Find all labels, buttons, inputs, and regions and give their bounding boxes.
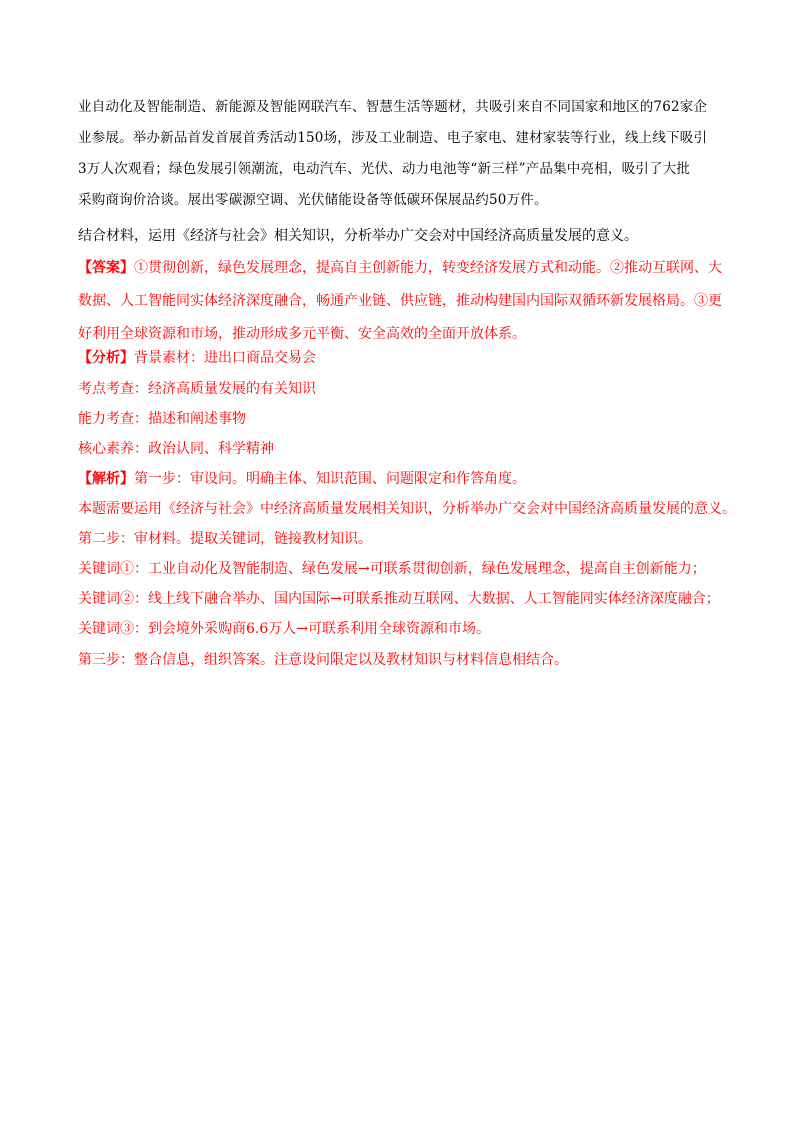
analysis-topic: 考点考查：经济高质量发展的有关知识: [78, 381, 316, 397]
answer-block: [78, 252, 738, 351]
analysis-background-text: 背景素材：进出口商品交易会: [134, 350, 316, 366]
explanation-keyword2: 关键词②：线上线下融合举办、国内国际→可联系推动互联网、大数据、人工智能同实体经济深度融合；: [78, 591, 720, 607]
explanation-step3: 第三步：整合信息，组织答案。注意设问限定以及教材知识与材料信息相结合。: [78, 652, 568, 668]
explanation-step1-detail: 本题需要运用《经济与社会》中经济高质量发展相关知识，分析举办广交会对中国经济高质量发展的意义。: [78, 501, 736, 517]
analysis-literacy: 核心素养：政治认同、科学精神: [78, 441, 274, 457]
answer-text-1: ①贯彻创新，绿色发展理念，提高自主创新能力，转变经济发展方式和动能。②推动互联网、大: [134, 260, 722, 276]
answer-line-1: [78, 252, 738, 285]
question-text: 结合材料，运用《经济与社会》相关知识，分析举办广交会对中国经济高质量发展的意义。: [78, 228, 638, 244]
explanation-tag: 【解析】: [78, 471, 134, 487]
explanation-step2: 第二步：审材料。提取关键词，链接教材知识。: [78, 531, 372, 547]
answer-tag: 【答案】: [78, 260, 134, 276]
analysis-background: [78, 348, 738, 368]
passage-line-3: 3万人次观看；绿色发展引领潮流，电动汽车、光伏、动力电池等“新三样”产品集中亮相，吸引了大批: [78, 161, 691, 177]
answer-line-2: 数据、人工智能同实体经济深度融合，畅通产业链、供应链，推动构建国内国际双循环新发展格局。③更: [78, 293, 722, 309]
explanation-step1-text: 第一步：审设问。明确主体、知识范围、问题限定和作答角度。: [134, 471, 526, 487]
analysis-tag: 【分析】: [78, 350, 134, 366]
passage-line-4: 采购商询价洽谈。展出零碳源空调、光伏储能设备等低碳环保展品约50万件。: [78, 192, 548, 208]
explanation-keyword3: 关键词③：到会境外采购商6.6万人→可联系利用全球资源和市场。: [78, 621, 490, 637]
analysis-ability: 能力考查：描述和阐述事物: [78, 411, 246, 427]
passage-line-1: 业自动化及智能制造、新能源及智能网联汽车、智慧生活等题材，共吸引来自不同国家和地区的762家企: [78, 99, 708, 115]
answer-line-3: 好利用全球资源和市场，推动形成多元平衡、安全高效的全面开放体系。: [78, 326, 526, 342]
explanation-keyword1: 关键词①：工业自动化及智能制造、绿色发展→可联系贯彻创新，绿色发展理念，提高自主创新能力；: [78, 561, 706, 577]
passage-line-2: 业参展。举办新品首发首展首秀活动150场，涉及工业制造、电子家电、建材家装等行业，线上线下吸引: [78, 130, 708, 146]
material-passage: [78, 92, 730, 216]
explanation-step1: [78, 469, 738, 489]
